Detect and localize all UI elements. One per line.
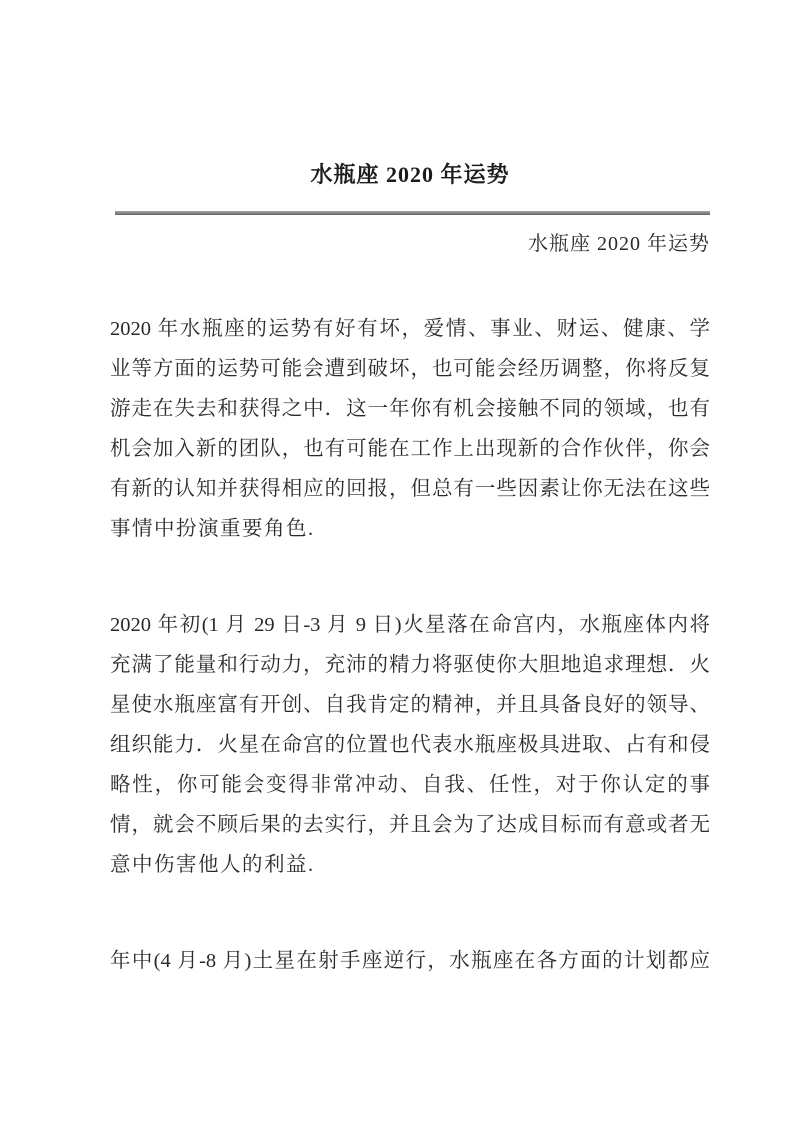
paragraph [110,309,710,549]
text-line: 意中伤害他人的利益. [110,854,315,876]
text-line: 星使水瓶座富有开创、自我肯定的精神，并且具备良好的领导、 [110,694,710,716]
text-line: 组织能力．火星在命宫的位置也代表水瓶座极具进取、占有和侵 [110,734,710,756]
text-line: 业等方面的运势可能会遭到破坏，也可能会经历调整，你将反复 [110,358,710,380]
title-divider [115,211,710,215]
document-body [110,309,710,981]
paragraph [110,941,710,981]
text-line: 年中(4 月-8 月)土星在射手座逆行，水瓶座在各方面的计划都应 [110,950,710,972]
paragraph [110,605,710,885]
text-line: 游走在失去和获得之中．这一年你有机会接触不同的领域，也有 [110,398,710,420]
text-line: 2020 年水瓶座的运势有好有坏，爱情、事业、财运、健康、学 [110,318,710,340]
document-subtitle: 水瓶座 2020 年运势 [528,233,710,255]
text-line: 有新的认知并获得相应的回报，但总有一些因素让你无法在这些 [110,478,710,500]
text-line: 情，就会不顾后果的去实行，并且会为了达成目标而有意或者无 [110,814,710,836]
text-line: 机会加入新的团队，也有可能在工作上出现新的合作伙伴，你会 [110,438,710,460]
document-content [110,0,710,981]
text-line: 事情中扮演重要角色. [110,518,315,540]
text-line: 充满了能量和行动力，充沛的精力将驱使你大胆地追求理想．火 [110,654,710,676]
text-line: 2020 年初(1 月 29 日-3 月 9 日)火星落在命宫内，水瓶座体内将 [110,614,710,636]
document-title: 水瓶座 2020 年运势 [310,162,510,187]
text-line: 略性，你可能会变得非常冲动、自我、任性，对于你认定的事 [110,774,710,796]
